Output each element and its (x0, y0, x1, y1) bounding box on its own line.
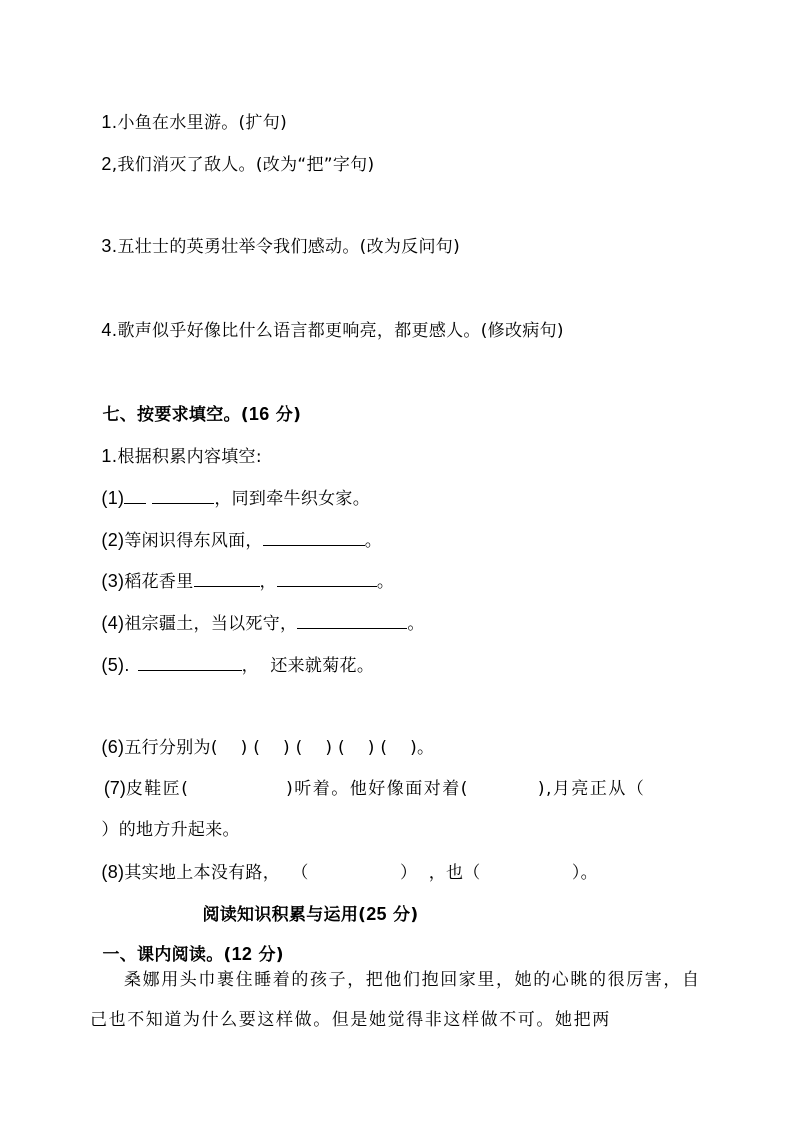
item-post: 。 (376, 572, 395, 592)
title-score: 25 (366, 904, 387, 924)
question-4 (90, 294, 564, 343)
answer-blank[interactable] (263, 529, 365, 546)
question-2 (90, 128, 374, 177)
item-number: (6) (101, 737, 125, 757)
title-prefix: 阅读知识积累与运用( (202, 905, 367, 925)
item-number: (5). (101, 655, 130, 675)
item-mid: ， (259, 572, 277, 592)
item-pre: 祖宗疆土，当以死守， (124, 614, 298, 634)
fill-item-5 (90, 629, 374, 678)
question-text: .小鱼在水里游。(扩句) (111, 113, 288, 133)
sub-text: .根据积累内容填空: (111, 447, 262, 467)
answer-blank[interactable] (124, 487, 146, 504)
fill-item-7-continued (90, 794, 240, 842)
question-number: 3 (101, 236, 112, 256)
question-number: 4 (101, 320, 112, 340)
heading-prefix: 七、按要求填空。( (102, 405, 249, 425)
item-text-line2: ）的地方升起来。 (101, 820, 240, 840)
item-number: (8) (101, 862, 125, 882)
item-pre: 稻花香里 (124, 572, 194, 592)
question-3 (90, 210, 460, 259)
reading-paragraph: 桑娜用头巾裹住睡着的孩子，把他们抱回家里，她的心眺的很厉害，自己也不知道为什么要这样做。但是她觉得非这样做不可。她把两 (90, 970, 701, 1030)
item-post: ，同到牵牛织女家。 (214, 489, 371, 509)
question-number: 1 (101, 112, 112, 132)
item-number: (2) (101, 530, 125, 550)
item-text: 五行分别为( ) ( ) ( ) ( ) ( )。 (124, 738, 435, 758)
sub-score: 12 (231, 944, 253, 964)
answer-blank[interactable] (277, 570, 377, 587)
item-text: 其实地上本没有路， （ ） ，也（ ）。 (124, 863, 598, 883)
item-post: ， 还来就菊花。 (241, 656, 375, 676)
answer-blank[interactable] (152, 487, 214, 504)
sub-number: 1 (101, 446, 112, 466)
item-post: 。 (364, 531, 383, 551)
item-post: 。 (407, 614, 425, 634)
answer-blank[interactable] (194, 570, 260, 587)
heading-score: 16 (248, 404, 270, 424)
heading-suffix: 分) (269, 405, 302, 425)
answer-blank[interactable] (297, 612, 407, 629)
title-suffix: 分) (386, 905, 419, 925)
item-number: (7) (103, 778, 126, 798)
answer-blank[interactable] (138, 654, 242, 671)
question-text: ,我们消灭了敌人。(改为“把”字句) (111, 155, 375, 175)
item-text-line1: 皮鞋匠( )听着。他好像面对着( ),月亮正从（ (125, 779, 646, 799)
question-text: .歌声似乎好像比什么语言都更响亮，都更感人。(修改病句) (111, 321, 564, 341)
item-pre: 等闲识得东风面， (124, 531, 263, 551)
question-number: 2 (101, 154, 112, 174)
item-number: (4) (101, 613, 125, 633)
question-text: .五壮士的英勇壮举令我们感动。(改为反问句) (111, 237, 461, 257)
item-number: (1) (101, 488, 125, 508)
sub-suffix: 分) (252, 945, 284, 965)
item-number: (3) (101, 571, 125, 591)
sub-prefix: 一、课内阅读。( (102, 945, 232, 965)
